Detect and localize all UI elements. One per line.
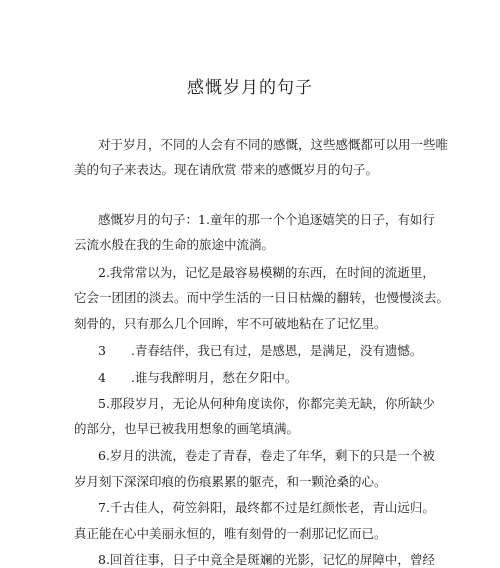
item-2-line-1: 2.我常常以为，记忆是最容易模糊的东西，在时间的流逝里， bbox=[98, 265, 435, 280]
intro-line-1: 对于岁月，不同的人会有不同的感慨，这些感慨都可以用一些唯 bbox=[98, 137, 449, 152]
item-4-line-1: 4 .谁与我醉明月，愁在夕阳中。 bbox=[98, 370, 298, 385]
item-6-line-1: 6.岁月的洪流，卷走了青春，卷走了年华，剩下的只是一个被 bbox=[98, 448, 435, 463]
item-3-line-1: 3 .青春结伴，我已有过，是感恩，是满足，没有遗憾。 bbox=[98, 343, 423, 358]
document-title: 感慨岁月的句子 bbox=[187, 78, 313, 98]
item-1-line-1: 感慨岁月的句子：1.童年的那一个个追逐嬉笑的日子，有如行 bbox=[98, 212, 435, 227]
item-2-line-2: 它会一团团的淡去。而中学生活的一日日枯燥的翻转，也慢慢淡去。 bbox=[74, 290, 450, 305]
item-5-line-2: 的部分，也早已被我用想象的画笔填满。 bbox=[74, 421, 300, 436]
item-7-line-2: 真正能在心中美丽永恒的，唯有刻骨的一刹那记忆而已。 bbox=[74, 526, 387, 541]
item-6-line-2: 岁月刻下深深印痕的伤痕累累的躯壳，和一颗沧桑的心。 bbox=[74, 474, 387, 489]
item-2-line-3: 刻骨的，只有那么几个回眸，牢不可破地粘在了记忆里。 bbox=[74, 316, 387, 331]
intro-line-2: 美的句子来表达。现在请欣赏 带来的感慨岁月的句子。 bbox=[74, 162, 378, 177]
item-5-line-1: 5.那段岁月，无论从何种角度读你，你都完美无缺，你所缺少 bbox=[98, 396, 435, 411]
item-1-line-2: 云流水般在我的生命的旅途中流淌。 bbox=[74, 237, 275, 252]
item-8-line-1: 8.回首往事，日子中竟全是斑斓的光影，记忆的屏障中，曾经 bbox=[98, 552, 435, 567]
item-7-line-1: 7.千古佳人，荷笠斜阳，最终都不过是红颜怅老，青山远归。 bbox=[98, 500, 435, 515]
